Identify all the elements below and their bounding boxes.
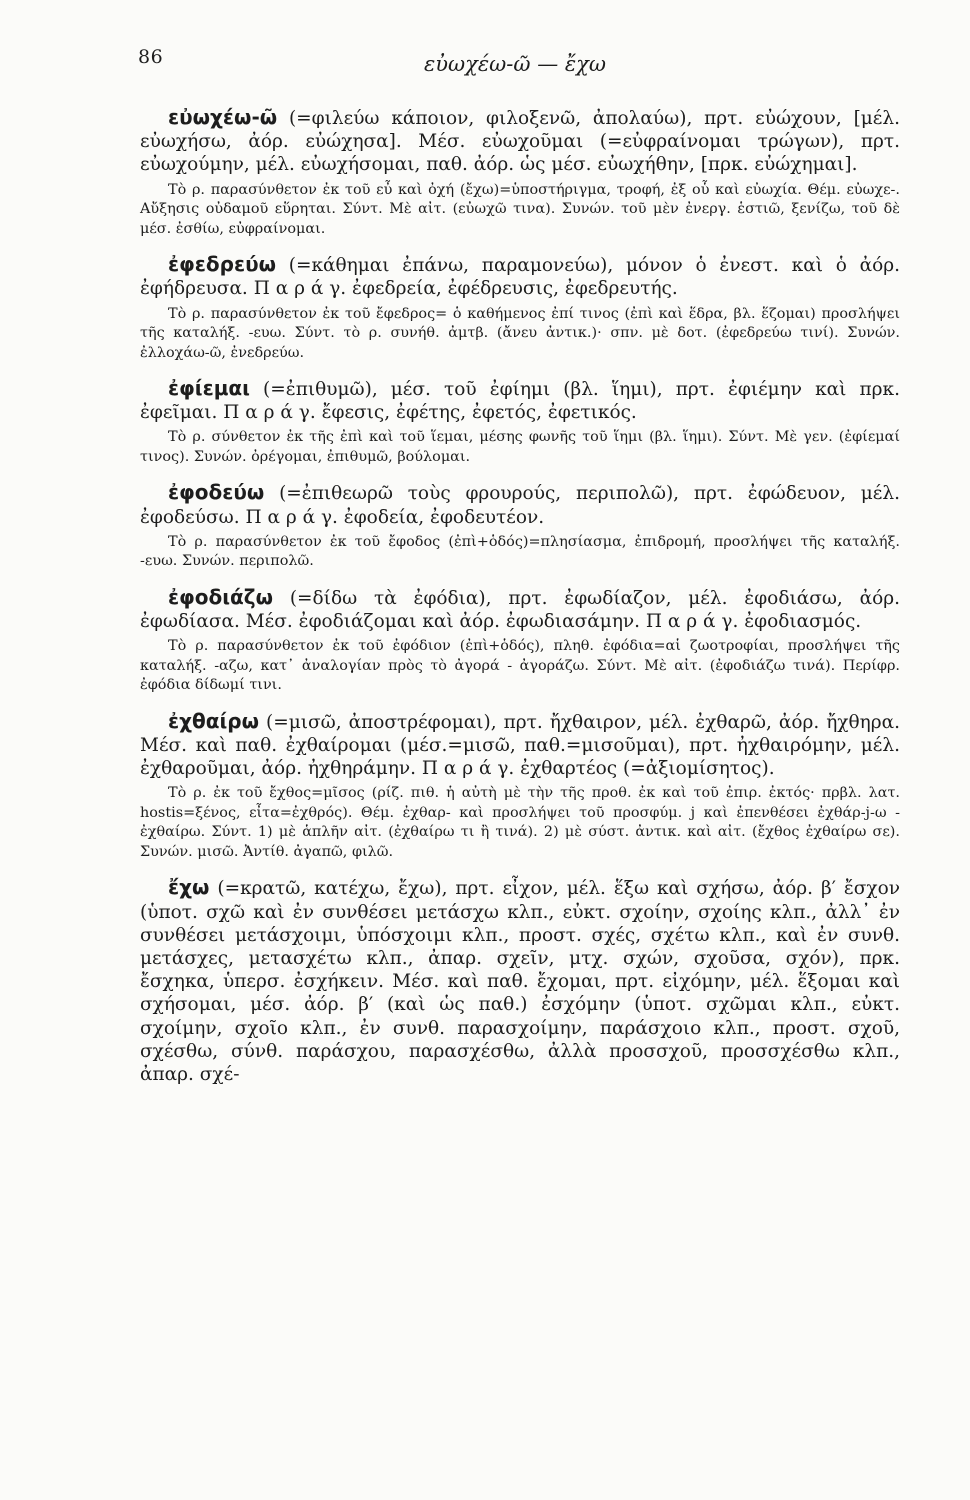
entry-etymology: Τὸ ρ. ἐκ τοῦ ἔχθος=μῖσος (ρίζ. πιθ. ἡ αὐτὴ μὲ τὴν τῆς προθ. ἐκ καὶ τοῦ ἐπιρ. ἐκτός· πρβλ. λατ. hostis=ξένος, εἶτα=ἐχθρός). Θέμ. ἐχθαρ- καὶ προσλήψει τοῦ προσφύμ. j καὶ ἐπενθέσει ἐχθάρ-j-ω - ἐχθαίρω. Σύντ. 1) μὲ ἁπλῆν αἰτ. (ἐχθαίρω τι ἢ τινά). 2) μὲ σύστ. ἀντικ. καὶ αἰτ. (ἔχθος ἐχθαίρω σε). Συνών. μισῶ. Ἀντίθ. ἀγαπῶ, φιλῶ. bbox=[140, 785, 900, 860]
page-body bbox=[140, 106, 900, 1086]
entry-body: (=κρατῶ, κατέχω, ἔχω), πρτ. εἶχον, μέλ. ἕξω καὶ σχήσω, ἀόρ. β′ ἔσχον (ὑποτ. σχῶ καὶ ἐν συνθέσει μετάσχω κλπ., εὐκτ. σχοίην, σχοίης κλπ., ἀλλ᾽ ἐν συνθέσει μετάσχοιμι, ὑπόσχοιμι κλπ., προστ. σχές, σχέτω κλπ., καὶ ἐν συνθ. μετάσχες, μετασχέτω κλπ., ἀπαρ. σχεῖν, μτχ. σχών, σχοῦσα, σχόν), πρκ. ἔσχηκα, ὑπερσ. ἐσχήκειν. Μέσ. καὶ παθ. ἔχομαι, πρτ. εἰχόμην, μέλ. ἕξομαι καὶ σχήσομαι, μέσ. ἀόρ. β′ (καὶ ὡς παθ.) ἐσχόμην (ὑποτ. σχῶμαι κλπ., εὐκτ. σχοίμην, σχοῖο κλπ., ἐν συνθ. παρασχοίμην, παράσχοιο κλπ., προστ. σχοῦ, σχέσθω, σύνθ. παράσχου, παρασχέσθω, ἀλλὰ προσσχοῦ, προσσχέσθω κλπ., ἀπαρ. σχέ- bbox=[140, 878, 900, 1085]
entry-etymology: Τὸ ρ. παρασύνθετον ἐκ τοῦ εὖ καὶ ὀχή (ἔχω)=ὑποστήριγμα, τροφή, ἐξ οὗ καὶ εὐωχία. Θέμ. εὐωχε-. Αὔξησις οὐδαμοῦ εὕρηται. Σύντ. Μὲ αἰτ. (εὐωχῶ τινα). Συνών. τοῦ μὲν ἐνεργ. ἑστιῶ, ξενίζω, τοῦ δὲ μέσ. ἐσθίω, εὐφραίνομαι. bbox=[140, 181, 900, 237]
entry-definition bbox=[140, 377, 900, 424]
entry-ephodeuo bbox=[140, 481, 900, 571]
entry-definition bbox=[140, 481, 900, 528]
entry-echo bbox=[140, 876, 900, 1086]
entry-body: (=μισῶ, ἀποστρέφομαι), πρτ. ἤχθαιρον, μέλ. ἐχθαρῶ, ἀόρ. ἤχθηρα. Μέσ. καὶ παθ. ἐχθαίρομαι (μέσ.=μισῶ, παθ.=μισοῦμαι), πρτ. ἠχθαιρόμην, μέλ. ἐχθαροῦμαι, ἀόρ. ἠχθηράμην. Π α ρ ά γ. ἐχθαρτέος (=ἀξιομίσητος). bbox=[140, 711, 900, 780]
entry-body: (=ἐπιθυμῶ), μέσ. τοῦ ἐφίημι (βλ. ἵημι), πρτ. ἐφιέμην καὶ πρκ. ἐφεῖμαι. Π α ρ ά γ. ἔφεσις, ἐφέτης, ἐφετός, ἐφετικός. bbox=[140, 379, 900, 424]
entry-lemma: ἔχω bbox=[168, 875, 210, 900]
entry-ephedreuo bbox=[140, 253, 900, 363]
entry-etymology: Τὸ ρ. παρασύνθετον ἐκ τοῦ ἐφόδιον (ἐπὶ+ὁδός), πληθ. ἐφόδια=αἱ ζωοτροφίαι, προσλήψει τῆς καταλήξ. -αζω, κατ᾽ ἀναλογίαν πρὸς τὸ ἀγορά - ἀγοράζω. Σύντ. Μὲ αἰτ. (ἐφοδιάζω τινά). Περίφρ. ἐφόδια δίδωμί τινι. bbox=[140, 638, 900, 694]
entry-definition bbox=[140, 253, 900, 300]
entry-etymology: Τὸ ρ. σύνθετον ἐκ τῆς ἐπὶ καὶ τοῦ ἵεμαι, μέσης φωνῆς τοῦ ἵημι (βλ. ἵημι). Σύντ. Μὲ γεν. (ἐφίεμαί τινος). Συνών. ὀρέγομαι, ἐπιθυμῶ, βούλομαι. bbox=[140, 429, 900, 465]
entry-lemma: ἐφεδρεύω bbox=[168, 252, 276, 277]
entry-definition bbox=[140, 586, 900, 633]
running-head: εὐωχέω-ῶ — ἔχω bbox=[424, 52, 606, 76]
entry-definition bbox=[140, 710, 900, 781]
entry-ephodiazo bbox=[140, 586, 900, 696]
entry-body: (=κάθημαι ἐπάνω, παραμονεύω), μόνον ὁ ἐνεστ. καὶ ὁ ἀόρ. ἐφήδρευσα. Π α ρ ά γ. ἐφεδρεία, ἐφέδρευσις, ἐφεδρευτής. bbox=[140, 255, 900, 300]
entry-echthairo bbox=[140, 710, 900, 863]
entry-etymology: Τὸ ρ. παρασύνθετον ἐκ τοῦ ἔφοδος (ἐπὶ+ὁδός)=πλησίασμα, ἐπιδρομή, προσλήψει τῆς καταλήξ. -ευω. Συνών. περιπολῶ. bbox=[140, 533, 900, 570]
entry-lemma: ἐχθαίρω bbox=[168, 708, 260, 733]
entry-body: (=φιλεύω κάποιον, φιλοξενῶ, ἀπολαύω), πρτ. εὐώχουν, [μέλ. εὐωχήσω, ἀόρ. εὐώχησα]. Μέσ. εὐωχοῦμαι (=εὐφραίνομαι τρώγων), πρτ. εὐωχούμην, μέλ. εὐωχήσομαι, παθ. ἀόρ. ὡς μέσ. εὐωχήθην, [πρκ. εὐώχημαι]. bbox=[140, 108, 900, 176]
entry-body: (=δίδω τὰ ἐφόδια), πρτ. ἐφωδίαζον, μέλ. ἐφοδιάσω, ἀόρ. ἐφωδίασα. Μέσ. ἐφοδιάζομαι καὶ ἀόρ. ἐφωδιασάμην. Π α ρ ά γ. ἐφοδιασμός. bbox=[140, 587, 900, 633]
entry-ephiemai bbox=[140, 377, 900, 467]
entry-lemma: εὐωχέω-ῶ bbox=[168, 105, 278, 129]
entry-lemma: ἐφίεμαι bbox=[168, 376, 250, 401]
entry-definition bbox=[140, 876, 900, 1086]
entry-etymology: Τὸ ρ. παρασύνθετον ἐκ τοῦ ἔφεδρος= ὁ καθήμενος ἐπί τινος (ἐπὶ καὶ ἕδρα, βλ. ἕζομαι) προσλήψει τῆς καταλήξ. -ευω. Σύντ. τὸ ρ. συνήθ. ἀμτβ. (ἄνευ ἀντικ.)· σπν. μὲ δοτ. (ἐφεδρεύω τινί). Συνών. ἐλλοχάω-ῶ, ἐνεδρεύω. bbox=[140, 305, 900, 361]
entry-body: (=ἐπιθεωρῶ τοὺς φρουρούς, περιπολῶ), πρτ. ἐφώδευον, μέλ. ἐφοδεύσω. Π α ρ ά γ. ἐφοδεία, ἐφοδευτέον. bbox=[140, 483, 900, 528]
entry-euocheo bbox=[140, 106, 900, 239]
page-number: 86 bbox=[138, 46, 164, 68]
entry-lemma: ἐφοδιάζω bbox=[168, 584, 273, 609]
entry-definition bbox=[140, 106, 900, 177]
entry-lemma: ἐφοδεύω bbox=[168, 480, 265, 505]
